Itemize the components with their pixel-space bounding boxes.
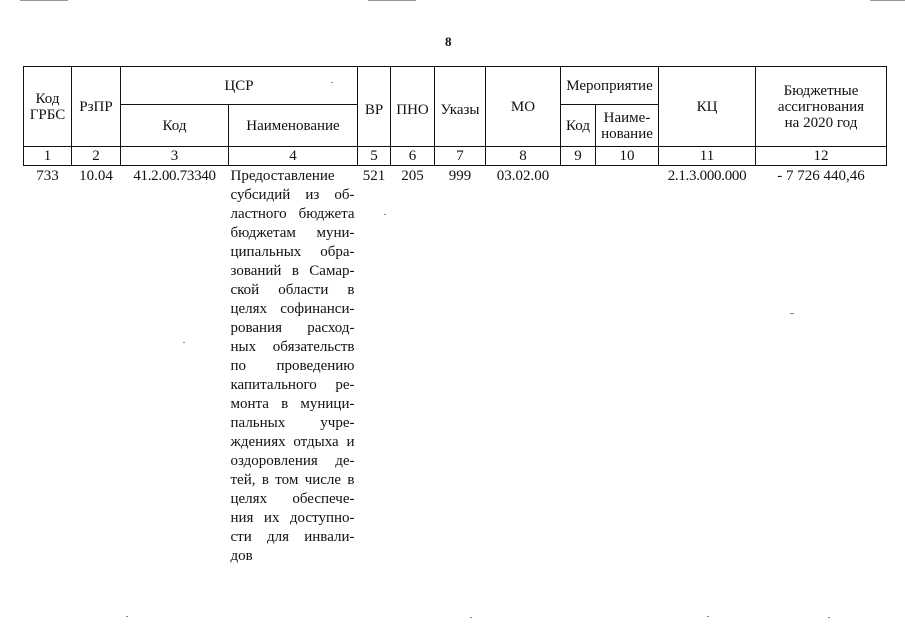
cell-kc: 2.1.3.000.000 xyxy=(667,168,747,184)
description-line: зований в Самар- xyxy=(230,263,355,279)
header-ukazy: Указы xyxy=(435,67,486,147)
description-line: ципальных обра- xyxy=(230,244,355,260)
header-csr-kod: Код xyxy=(121,105,229,147)
column-number: 10 xyxy=(596,147,659,166)
header-mo: МО xyxy=(486,67,561,147)
description-line: субсидий из об- xyxy=(230,187,355,203)
header-row-1 xyxy=(24,67,887,105)
description-line: бюджетам муни- xyxy=(230,225,355,241)
table-row xyxy=(24,166,887,568)
column-number: 11 xyxy=(659,147,756,166)
column-number: 5 xyxy=(358,147,391,166)
description-line: капитального ре- xyxy=(230,377,355,393)
header-mer-name xyxy=(596,105,659,147)
column-number: 8 xyxy=(486,147,561,166)
description-line: Предоставление xyxy=(230,168,335,184)
header-meropriyatie: Мероприятие xyxy=(561,67,659,105)
scan-speck xyxy=(790,313,794,314)
header-vr: ВР xyxy=(358,67,391,147)
column-number-row xyxy=(24,147,887,166)
scan-speck xyxy=(126,616,128,617)
description-line: ластного бюджета xyxy=(230,206,355,222)
scan-speck xyxy=(828,617,830,618)
cell-budget: - 7 726 440,46 xyxy=(777,168,865,184)
column-number: 1 xyxy=(24,147,72,166)
cell-ukazy: 999 xyxy=(448,168,472,184)
column-number: 7 xyxy=(435,147,486,166)
description-line: оздоровления де- xyxy=(230,453,355,469)
description-line: ния их доступно- xyxy=(230,510,355,526)
header-mer-name-line: нование xyxy=(601,125,653,142)
description-line: сти для инвали- xyxy=(230,529,355,545)
column-number: 6 xyxy=(391,147,435,166)
column-number: 3 xyxy=(121,147,229,166)
description-line: по проведению xyxy=(230,358,355,374)
column-number: 2 xyxy=(72,147,121,166)
description-line: монта в муници- xyxy=(230,396,355,412)
cell-description xyxy=(229,166,358,568)
column-number: 9 xyxy=(561,147,596,166)
cell-mer-kod xyxy=(561,166,596,568)
header-budget xyxy=(756,67,887,147)
scan-speck xyxy=(470,617,472,618)
description-line: ных обязательств xyxy=(230,339,355,355)
scan-speck xyxy=(707,616,709,617)
column-number: 12 xyxy=(756,147,887,166)
header-budget-line: Бюджетные xyxy=(783,82,859,99)
description-line: ской области в xyxy=(230,282,355,298)
scan-edge-mark xyxy=(870,0,905,1)
description-line: рования расход- xyxy=(230,320,355,336)
header-kod-grbs xyxy=(24,67,72,147)
scan-speck xyxy=(183,342,185,343)
column-number: 4 xyxy=(229,147,358,166)
cell-rzpr: 10.04 xyxy=(79,168,113,184)
description-line: целях обеспече- xyxy=(230,491,355,507)
description-line: дов xyxy=(230,548,253,564)
scan-speck xyxy=(384,214,386,215)
scan-edge-mark xyxy=(368,0,416,1)
cell-mo: 03.02.00 xyxy=(496,168,550,184)
header-kod-grbs-line: ГРБС xyxy=(29,106,66,123)
header-budget-line: на 2020 год xyxy=(784,114,858,131)
cell-vr: 521 xyxy=(362,168,386,184)
scan-speck xyxy=(331,82,333,83)
description-line: тей, в том числе в xyxy=(230,472,355,488)
header-csr: ЦСР xyxy=(121,67,358,105)
cell-kod-grbs: 733 xyxy=(36,168,59,184)
page-number: 8 xyxy=(445,34,452,49)
cell-csr-kod: 41.2.00.73340 xyxy=(133,168,216,184)
header-kc: КЦ xyxy=(659,67,756,147)
description-line: целях софинанси- xyxy=(230,301,355,317)
header-mer-name-line: Наиме- xyxy=(603,109,651,126)
header-csr-name: Наименование xyxy=(229,105,358,147)
description-line: ждениях отдыха и xyxy=(230,434,355,450)
cell-pno: 205 xyxy=(401,168,424,184)
header-rzpr: РзПР xyxy=(72,67,121,147)
header-budget-line: ассигнования xyxy=(777,98,865,115)
header-kod-grbs-line: Код xyxy=(35,90,60,107)
budget-table xyxy=(23,66,887,567)
scan-edge-mark xyxy=(20,0,68,1)
cell-mer-name xyxy=(596,166,659,568)
header-pno: ПНО xyxy=(391,67,435,147)
header-mer-kod: Код xyxy=(561,105,596,147)
description-line: пальных учре- xyxy=(230,415,355,431)
